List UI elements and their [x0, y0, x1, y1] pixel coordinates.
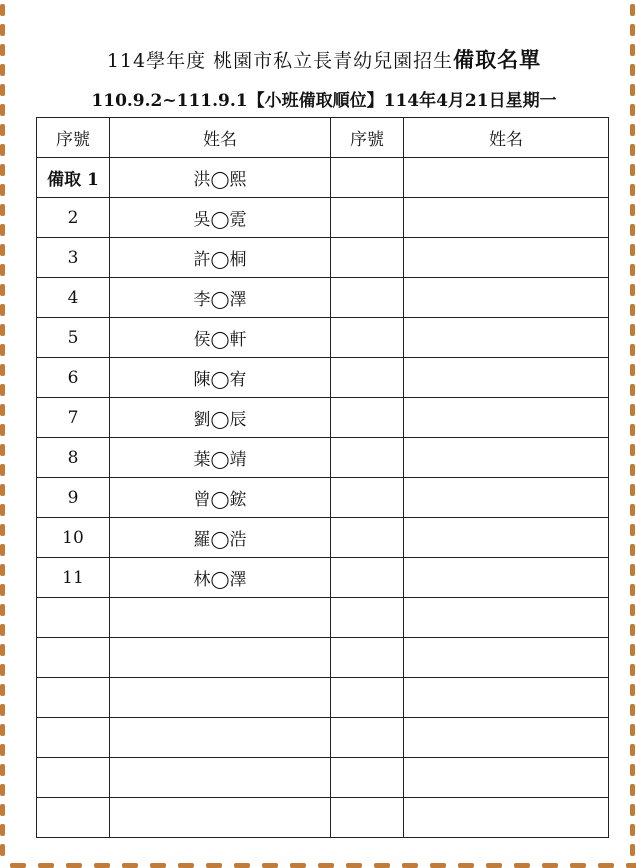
row-name-cell-right [404, 318, 609, 358]
table-row [37, 518, 609, 558]
border-dash [0, 724, 5, 736]
border-dash [630, 164, 635, 176]
border-dash [0, 224, 5, 236]
row-seq-cell-right [331, 718, 404, 758]
border-dash [0, 584, 5, 596]
border-dash [0, 504, 5, 516]
border-dash [0, 764, 5, 776]
border-dash [630, 424, 635, 436]
border-dash [630, 644, 635, 656]
row-seq-cell [37, 638, 110, 678]
border-dash [630, 384, 635, 396]
border-dash [402, 863, 418, 868]
row-name-cell: 吳◯霓 [110, 198, 331, 238]
border-dash [630, 464, 635, 476]
row-seq-cell [37, 798, 110, 838]
border-dash [630, 764, 635, 776]
title-emphasis: 備取名單 [453, 47, 542, 72]
table-row [37, 278, 609, 318]
table-row [37, 358, 609, 398]
border-dash [630, 404, 635, 416]
row-seq-cell: 5 [37, 318, 110, 358]
row-seq-cell-right [331, 358, 404, 398]
row-name-cell-right [404, 758, 609, 798]
border-dash [0, 484, 5, 496]
row-seq-cell-right [331, 438, 404, 478]
table-row [37, 798, 609, 838]
row-seq-cell: 4 [37, 278, 110, 318]
border-dash [122, 863, 138, 868]
row-seq-cell-right [331, 678, 404, 718]
border-dash [66, 863, 82, 868]
border-dash [0, 184, 5, 196]
border-dash [630, 584, 635, 596]
border-dash [630, 524, 635, 536]
border-dash [630, 324, 635, 336]
border-dash [206, 863, 222, 868]
table-row [37, 398, 609, 438]
border-dash [630, 824, 635, 836]
border-dash [94, 863, 110, 868]
row-name-cell-right [404, 798, 609, 838]
border-dash [0, 564, 5, 576]
border-dash [0, 344, 5, 356]
border-dash [630, 664, 635, 676]
row-seq-cell: 3 [37, 238, 110, 278]
row-name-cell [110, 718, 331, 758]
border-dash [0, 784, 5, 796]
row-seq-cell-right [331, 398, 404, 438]
border-dash [0, 384, 5, 396]
border-dash [630, 704, 635, 716]
row-seq-cell [37, 718, 110, 758]
border-dash [630, 544, 635, 556]
row-name-cell: 許◯桐 [110, 238, 331, 278]
border-dash [178, 863, 194, 868]
border-dash [630, 284, 635, 296]
row-name-cell-right [404, 518, 609, 558]
row-seq-cell: 9 [37, 478, 110, 518]
row-name-cell-right [404, 438, 609, 478]
border-dash [630, 744, 635, 756]
table-row [37, 318, 609, 358]
border-dash [0, 164, 5, 176]
row-name-cell [110, 758, 331, 798]
border-dash [290, 863, 306, 868]
row-name-cell: 李◯澤 [110, 278, 331, 318]
border-dash [0, 144, 5, 156]
table-row [37, 198, 609, 238]
border-dash [0, 624, 5, 636]
border-dash [570, 863, 586, 868]
row-seq-cell-right [331, 478, 404, 518]
header-seq-left: 序號 [37, 118, 110, 158]
border-dash [430, 863, 446, 868]
border-dash [630, 224, 635, 236]
border-dash [630, 344, 635, 356]
row-seq-cell-right [331, 638, 404, 678]
row-name-cell-right [404, 198, 609, 238]
border-dash [630, 124, 635, 136]
row-name-cell [110, 638, 331, 678]
border-dash [0, 204, 5, 216]
row-name-cell-right [404, 238, 609, 278]
row-seq-cell-right [331, 238, 404, 278]
border-dash [150, 863, 166, 868]
border-dash [0, 284, 5, 296]
header-name-left: 姓名 [110, 118, 331, 158]
row-seq-cell [37, 678, 110, 718]
table-row [37, 718, 609, 758]
border-dash [0, 404, 5, 416]
border-dash [234, 863, 250, 868]
border-dash [630, 184, 635, 196]
border-dash [0, 464, 5, 476]
border-dash [542, 863, 558, 868]
border-dash [630, 244, 635, 256]
table-row [37, 238, 609, 278]
border-dash [630, 4, 635, 16]
table-row [37, 678, 609, 718]
row-name-cell-right [404, 678, 609, 718]
border-dash [630, 364, 635, 376]
document-subtitle: 110.9.2~111.9.1【小班備取順位】114年4月21日星期一 [91, 91, 557, 111]
row-name-cell: 侯◯軒 [110, 318, 331, 358]
border-dash [0, 24, 5, 36]
border-dash [0, 664, 5, 676]
border-dash [630, 504, 635, 516]
border-dash [486, 863, 502, 868]
border-dash [0, 124, 5, 136]
row-seq-cell [37, 758, 110, 798]
row-name-cell [110, 798, 331, 838]
border-dash [630, 204, 635, 216]
border-dash [630, 444, 635, 456]
row-seq-cell: 8 [37, 438, 110, 478]
row-name-cell: 劉◯辰 [110, 398, 331, 438]
table-row [37, 158, 609, 198]
border-dash [38, 863, 54, 868]
row-seq-cell: 6 [37, 358, 110, 398]
table-row [37, 558, 609, 598]
border-dash [0, 704, 5, 716]
border-dash [262, 863, 278, 868]
table-row [37, 438, 609, 478]
document-title [0, 44, 636, 74]
header-seq-right: 序號 [331, 118, 404, 158]
border-dash [630, 724, 635, 736]
border-dash [0, 824, 5, 836]
row-seq-cell-right [331, 278, 404, 318]
border-dash [0, 324, 5, 336]
table-header-row [37, 118, 609, 158]
border-dash [630, 24, 635, 36]
row-seq-cell-right [331, 798, 404, 838]
row-name-cell: 洪◯熙 [110, 158, 331, 198]
border-dash [0, 684, 5, 696]
waitlist-table [36, 117, 609, 838]
row-seq-cell-right [331, 198, 404, 238]
row-name-cell-right [404, 558, 609, 598]
row-name-cell-right [404, 478, 609, 518]
border-dash [0, 544, 5, 556]
row-seq-cell: 備取 1 [37, 158, 110, 198]
border-dash [0, 304, 5, 316]
title-prefix: 114學年度 桃園市私立長青幼兒園招生 [106, 50, 454, 72]
row-seq-cell: 11 [37, 558, 110, 598]
border-dash [630, 784, 635, 796]
table-row [37, 758, 609, 798]
border-dash [0, 4, 5, 16]
row-name-cell-right [404, 158, 609, 198]
row-name-cell: 羅◯浩 [110, 518, 331, 558]
row-seq-cell-right [331, 158, 404, 198]
border-dash [598, 863, 614, 868]
border-dash [0, 444, 5, 456]
border-dash [0, 844, 5, 856]
border-dash [318, 863, 334, 868]
row-seq-cell [37, 598, 110, 638]
row-name-cell: 林◯澤 [110, 558, 331, 598]
border-dash [630, 844, 635, 856]
row-name-cell-right [404, 358, 609, 398]
border-dash [630, 484, 635, 496]
row-name-cell-right [404, 278, 609, 318]
border-dash [0, 524, 5, 536]
border-dash [374, 863, 390, 868]
border-dash [0, 744, 5, 756]
header-name-right: 姓名 [404, 118, 609, 158]
table-row [37, 638, 609, 678]
border-dash [630, 804, 635, 816]
row-name-cell [110, 598, 331, 638]
row-name-cell: 曾◯鋐 [110, 478, 331, 518]
border-dash [630, 144, 635, 156]
border-dash [514, 863, 530, 868]
border-dash [0, 264, 5, 276]
border-dash [630, 304, 635, 316]
border-dash [0, 244, 5, 256]
border-dash [0, 644, 5, 656]
border-dash [630, 684, 635, 696]
row-seq-cell-right [331, 558, 404, 598]
row-name-cell-right [404, 598, 609, 638]
row-name-cell [110, 678, 331, 718]
border-dash [630, 564, 635, 576]
border-dash [630, 264, 635, 276]
border-dash [346, 863, 362, 868]
border-dash [0, 804, 5, 816]
table-row [37, 598, 609, 638]
row-name-cell-right [404, 718, 609, 758]
border-dash [630, 624, 635, 636]
border-dash [0, 364, 5, 376]
row-name-cell-right [404, 398, 609, 438]
row-seq-cell-right [331, 518, 404, 558]
border-dash [0, 604, 5, 616]
row-name-cell: 陳◯宥 [110, 358, 331, 398]
row-seq-cell-right [331, 318, 404, 358]
row-name-cell: 葉◯靖 [110, 438, 331, 478]
border-dash [0, 424, 5, 436]
row-seq-cell-right [331, 598, 404, 638]
border-dash [626, 863, 636, 868]
border-dash [10, 863, 26, 868]
row-seq-cell: 7 [37, 398, 110, 438]
border-dash [630, 604, 635, 616]
table-row [37, 478, 609, 518]
border-dash [458, 863, 474, 868]
row-seq-cell-right [331, 758, 404, 798]
row-seq-cell: 2 [37, 198, 110, 238]
row-seq-cell: 10 [37, 518, 110, 558]
row-name-cell-right [404, 638, 609, 678]
